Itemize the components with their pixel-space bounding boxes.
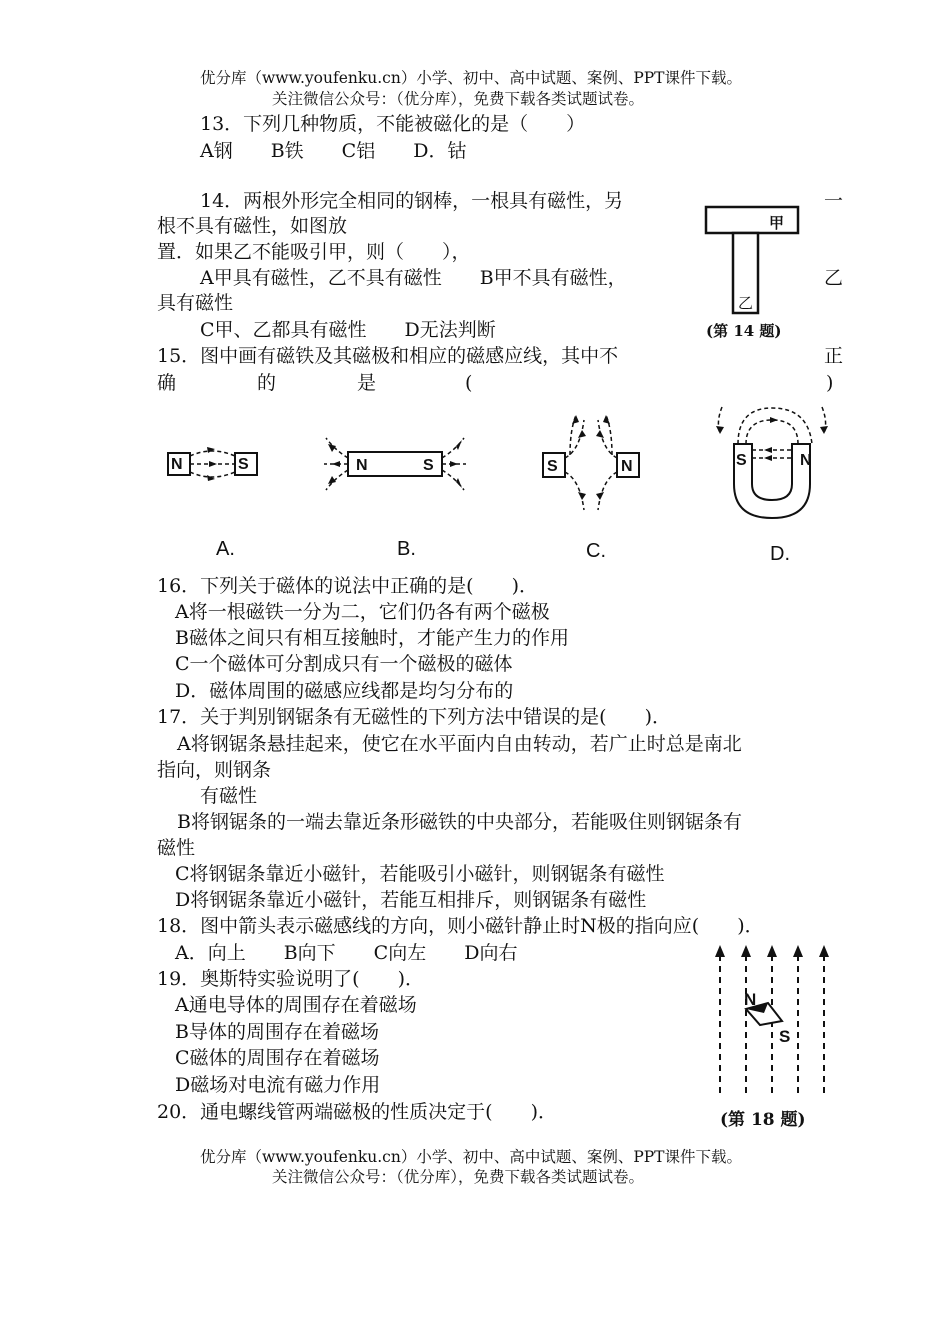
q14-caption: (第 14 题) — [706, 322, 782, 340]
q19-option-a: A通电导体的周围存在着磁场 — [175, 994, 417, 1016]
q14-label-jia: 甲 — [769, 214, 785, 232]
q17-option-a-2: 指向，则钢条 — [157, 759, 272, 781]
q18-needle-s: S — [779, 1027, 791, 1046]
q15-figure-d — [712, 402, 832, 527]
q14-line-2: 根不具有磁性，如图放 — [157, 215, 348, 237]
q15-word-shi: 是 — [357, 372, 377, 394]
q13-stem: 13．下列几种物质，不能被磁化的是（ ） — [200, 113, 586, 135]
q15-d-label: D. — [770, 543, 790, 565]
q17-option-a-3: 有磁性 — [200, 785, 258, 807]
q15-line-1-end: 正 — [824, 345, 844, 367]
q15-b-left-pole: N — [356, 457, 368, 474]
q15-paren-open: ( — [465, 372, 473, 394]
q14-option-a-b: A甲具有磁性，乙不具有磁性 B甲不具有磁性， — [200, 267, 627, 289]
q15-a-right-pole: S — [238, 456, 249, 473]
q15-b-label: B. — [397, 538, 416, 560]
q15-line-1: 15．图中画有磁铁及其磁极和相应的磁感应线，其中不 — [157, 345, 619, 367]
q15-word-que: 确 — [157, 372, 177, 394]
q18-caption: (第 18 题) — [720, 1110, 806, 1130]
q16-stem: 16．下列关于磁体的说法中正确的是( )． — [157, 575, 539, 597]
q18-stem: 18．图中箭头表示磁感线的方向，则小磁针静止时N极的指向应( )． — [157, 915, 764, 937]
q16-option-d: D．磁体周围的磁感应线都是均匀分布的 — [175, 680, 514, 702]
q16-option-b: B磁体之间只有相互接触时，才能产生力的作用 — [175, 627, 569, 649]
q19-option-b: B导体的周围存在着磁场 — [175, 1021, 379, 1043]
footer-line-1: 优分库（www.youfenku.cn）小学、初中、高中试题、案例、PPT课件下载。 — [200, 1148, 743, 1166]
q14-label-yi: 乙 — [738, 294, 754, 312]
q14-line-1-end: 一 — [824, 190, 844, 212]
q17-option-a-1: A将钢锯条悬挂起来，使它在水平面内自由转动，若广止时总是南北 — [177, 733, 742, 755]
q15-d-left-pole: S — [736, 452, 747, 469]
footer-line-2: 关注微信公众号：（优分库），免费下载各类试题试卷。 — [272, 1168, 645, 1186]
q19-option-d: D磁场对电流有磁力作用 — [175, 1074, 381, 1096]
q15-figure-b — [320, 430, 470, 500]
q17-option-b-2: 磁性 — [157, 837, 196, 859]
q14-option-b-end: 乙 — [824, 267, 844, 289]
q19-stem: 19．奥斯特实验说明了( )． — [157, 968, 425, 990]
q15-c-right-pole: N — [621, 458, 633, 475]
q15-paren-close: ) — [826, 372, 834, 394]
q17-option-b-1: B将钢锯条的一端去靠近条形磁铁的中央部分，若能吸住则钢锯条有 — [177, 811, 742, 833]
q15-c-label: C. — [586, 540, 606, 562]
q18-needle-n: N — [744, 990, 757, 1009]
q15-c-left-pole: S — [547, 458, 558, 475]
q15-a-label: A. — [216, 538, 235, 560]
q14-bar-jia — [706, 207, 798, 233]
q16-option-c: C一个磁体可分割成只有一个磁极的磁体 — [175, 653, 513, 675]
q14-line-1: 14．两根外形完全相同的钢棒，一根具有磁性，另 — [200, 190, 624, 212]
q14-option-c-d: C甲、乙都具有磁性 D无法判断 — [200, 319, 496, 341]
q19-option-c: C磁体的周围存在着磁场 — [175, 1047, 380, 1069]
q17-option-d: D将钢锯条靠近小磁针，若能互相排斥，则钢锯条有磁性 — [175, 889, 647, 911]
q14-figure — [700, 204, 810, 322]
q15-d-right-pole: N — [800, 452, 812, 469]
q13-options: A钢 B铁 C铝 D．钴 — [200, 140, 467, 162]
q17-option-c: C将钢锯条靠近小磁针，若能吸引小磁针，则钢锯条有磁性 — [175, 863, 665, 885]
q20-stem: 20．通电螺线管两端磁极的性质决定于( )． — [157, 1101, 558, 1123]
q18-figure — [710, 945, 835, 1095]
q14-line-3: 置．如果乙不能吸引甲，则（ ）， — [157, 241, 471, 263]
q15-b-right-pole: S — [423, 457, 434, 474]
header-line-2: 关注微信公众号：（优分库），免费下载各类试题试卷。 — [272, 90, 645, 108]
header-line-1: 优分库（www.youfenku.cn）小学、初中、高中试题、案例、PPT课件下载。 — [200, 69, 743, 87]
q17-stem: 17．关于判别钢锯条有无磁性的下列方法中错误的是( )． — [157, 706, 672, 728]
q16-option-a: A将一根磁铁一分为二，它们仍各有两个磁极 — [175, 601, 550, 623]
q15-a-left-pole: N — [171, 456, 183, 473]
q18-options: A．向上 B向下 C向左 D向右 — [175, 942, 518, 964]
q15-word-de: 的 — [257, 372, 277, 394]
q14-line-5: 具有磁性 — [157, 292, 234, 314]
